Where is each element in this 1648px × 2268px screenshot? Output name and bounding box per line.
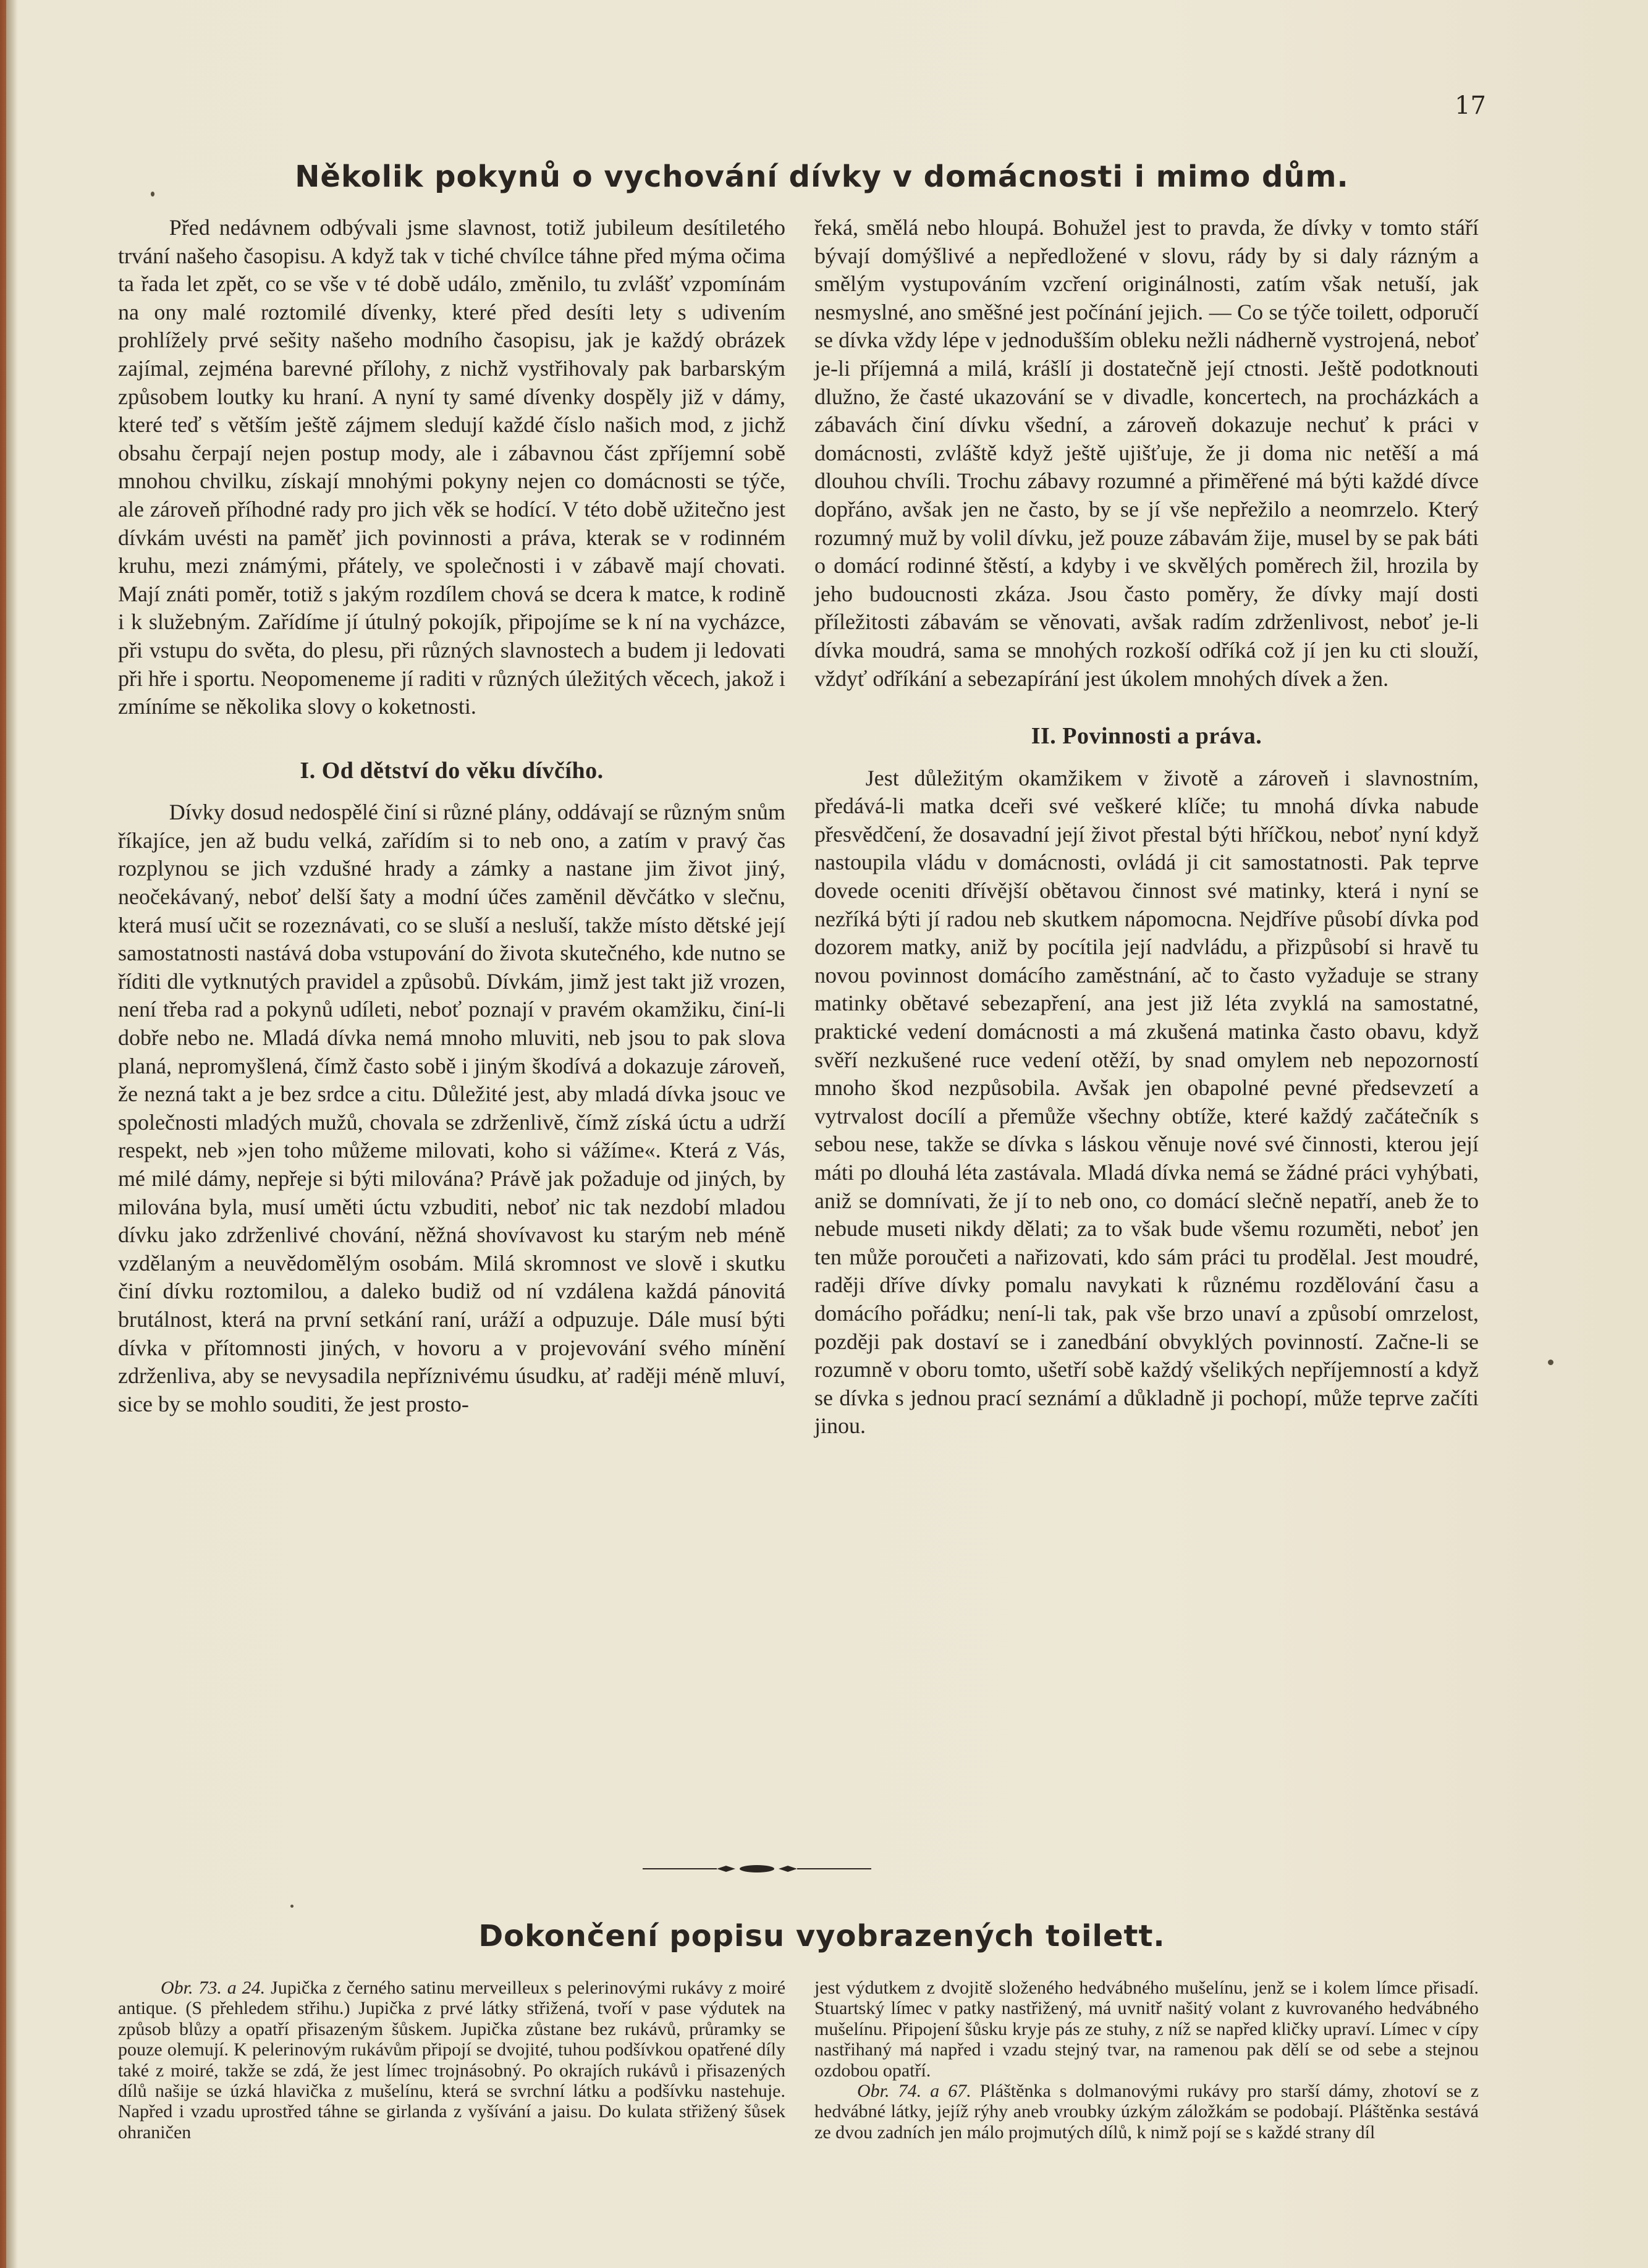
- print-speck: [290, 1905, 294, 1908]
- ornamental-divider: [643, 1861, 871, 1876]
- print-speck: [1548, 1360, 1553, 1365]
- continuation-paragraph: řeká, smělá nebo hloupá. Bohužel jest to pravda, že dívky v tomto stáří bývají domýšlivé a nepředložené v slovu, rády by si daly rázným a smělým vystupováním vzcření originálnosti, zatím však netuší, jak nesmyslné, ano směšné jest počínání jejich. — Co se týče toilett, odporučí se dívka vždy lépe v jednodušším obleku nežli nádherně vystrojená, neboť je-li příjemná a milá, krášlí ji dostatečně její ctnosti. Ještě podotknouti dlužno, že časté ukazování se v divadle, koncertech, na procházkách a zábavách činí dívku všední, a zároveň dokazuje nechuť k práci v domácnosti, zvláště když ještě ujišťuje, že ji doma nic netěší a má dlouhou chvíli. Trochu zábavy rozumné a přiměřené má býti každé dívce dopřáno, avšak jen ne často, by se jí vše nepřežilo a neomrzelo. Který rozumný muž by volil dívku, jež pouze zábavám žije, musel by se pak báti o domácí rodinné štěstí, a kdyby i ve skvělých poměrech žil, hrozila by jeho budoucnosti zkáza. Jsou často poměry, že dívky mají dosti příležitosti zábavám se věnovati, avšak radím zdrženlivost, neboť je-li dívka moudrá, sama se mnohých rozkoší odříká což jí jen ku cti slouží, vždyť odříkání a sebezapírání jest úkolem mnohých dívek a žen.: [814, 215, 1479, 691]
- print-speck: [151, 192, 154, 197]
- second-article-title: Dokončení popisu vyobrazených toilett.: [478, 1919, 1165, 1953]
- section-2-paragraph: Jest důležitým okamžikem v životě a zároveň i slavnostním, předává-li matka dceři své veškeré klíče; tu mnohá dívka nabude přesvědčení, že dosavadní její život přestal býti hříčkou, neboť nyní když nastoupila vládu v domácnosti, ovládá ji cit samostatnosti. Pak teprve dovede oceniti dřívější obětavou činnost své matinky, která i nyní se nezříká býti jí radou neb skutkem nápomocna. Nejdříve působí dívka pod dozorem matky, aniž by pocítila její nadvládu, a přizpůsobí si hravě tu novou povinnost domácího zaměstnání, ač to často vyžaduje se strany matinky obětavé sebezapření, ana jest již léta zvyklá na samostatné, praktické vedení domácnosti a má zkušená matinka často obavu, když svěří nezkušené ruce vedení otěží, by snad omylem neb nepozorností mnoho škod nezpůsobila. Avšak jen obapolné pevné předsevzetí a vytrvalost docílí a přemůže všechny obtíže, které každý začátečník s sebou nese, takže se dívka s láskou věnuje nové své činnosti, kterou její máti po dlouhá léta zastávala. Mladá dívka nemá se žádné práci vyhýbati, aniž se domnívati, že jí to neb ono, co domácí slečně nepatří, aneb že to nebude museti nikdy dělati; za to však bude všemu rozuměti, neboť jen ten může poroučeti a nařizovati, kdo sám práci tu prodělal. Jest moudré, raději dříve dívky pomalu navykati k různému rozdělování času a domácího pořádku; není-li tak, pak vše brzo unaví a způsobí omrzelost, později pak dostaví se i zanedbání obvyklých povinností. Začne-li se rozumně v oboru tomto, ušetří sobě každý všelikých nepříjemností a když se dívka s jednou prací seznámí a důkladně ji pochopí, může teprve začíti jinou.: [814, 765, 1479, 1439]
- section-1-paragraph: Dívky dosud nedospělé činí si různé plány, oddávají se různým snům říkajíce, jen až budu velká, zařídím si to neb ono, a zatím v pravý čas rozplynou se jich vzdušné hrady a zámky a nastane jim život jiný, neočekávaný, neboť delší šaty a modní účes zaměnil děvčátko v slečnu, která musí učit se rozeznávati, co se sluší a nesluší, takže místo dětské její samostatnosti nastává doba vstupování do života skutečného, kde nutno se říditi dle vytknutých pravidel a způsobů. Dívkám, jimž jest takt již vrozen, není třeba rad a pokynů udíleti, neboť poznají v pravém okamžiku, činí-li dobře nebo ne. Mladá dívka nemá mnoho mluviti, neb jsou to pak slova planá, nepromyšlená, čímž často sobě i jiným škodívá a dokazuje zároveň, že nezná takt a je bez srdce a citu. Důležité jest, aby mladá dívka jsouc ve společnosti mladých mužů, chovala se zdrženlivě, čímž získá úctu a udrží respekt, neb »jen toho můžeme milovati, koho si vážíme«. Která z Vás, mé milé dámy, nepřeje si býti milována? Právě jak požaduje od jiných, by milována byla, musí uměti úctu vzbuditi, neboť nic tak nezdobí mladou dívku jako zdrženlivé chování, něžná shovívavost ku starým neb méně vzdělaným a neuvědomělým osobám. Milá skromnost ve slově i skutku činí dívku roztomilou, a daleko budiž od ní vzdálena každá pánovitá brutálnost, která na první setkání raní, uráží a odpuzuje. Dále musí býti dívka v přítomnosti jiných, v hovoru a v projevování svého mínění zdrženliva, aby se nevysadila nepříznivému úsudku, ať raději méně mluví, sice by se mohlo souditi, že jest prosto-: [118, 800, 785, 1416]
- figure-73-continuation: jest výdutkem z dvojitě složeného hedvábného mušelínu, jenž se i kolem límce přisadí. Stuartský límec v patky nastřižený, má uvnitř našitý volant z kuvrovaného hedvábného mušelínu. Připojení šůsku kryje pás ze stuhy, z níž se napřed kličky upraví. Límec v cípy nastřihaný má napřed i vzadu stejný tvar, na ramenou pak dělí se od sebe a stejnou ozdobou opatří.: [814, 1978, 1479, 2081]
- intro-paragraph: Před nedávnem odbývali jsme slavnost, totiž jubileum desítiletého trvání našeho časopisu. A když tak v tiché chvílce táhne před mýma očima ta řada let zpět, co se vše v té době událo, změnilo, tu zvlášť vzpomínám na ony malé roztomilé dívenky, které před desíti lety s udivením prohlížely prvé sešity našeho modního časopisu, jak je každý obrázek zajímal, zejména barevné přílohy, z nichž vystřihovaly pak barbarským způsobem loutky ku hraní. A nyní ty samé dívenky dospěly již v dámy, které teď s větším ještě zájmem sledují každé číslo našich mod, z jichž obsahu čerpají nejen postup mody, ale i zábavnou část zpříjemní sobě mnohou chvilku, získají mnohými pokyny nejen co domácnosti se týče, ale zároveň příhodné rady pro jich věk se hodící. V této době užitečno jest dívkám uvésti na paměť jich povinnosti a práva, kterak se v rodinném kruhu, mezi známými, přátely, ve společnosti i v zábavě mají chovati. Mají znáti poměr, totiž s jakým rozdílem chová se dcera k matce, k rodině i k služebným. Zařídíme jí útulný pokojík, připojíme se k ní na vycházce, při vstupu do světa, do plesu, při různých slavnostech a budem ji ledovati při hře i sportu. Neopomeneme jí raditi v různých úležitých věcech, jakož i zmíníme se několika slovy o koketnosti.: [118, 215, 785, 719]
- left-column: [118, 214, 785, 1418]
- section-heading-2: II. Povinnosti a práva.: [1031, 723, 1262, 750]
- book-spine-edge: [0, 0, 6, 2268]
- second-article-right-column: [814, 1978, 1479, 2143]
- section-heading-1: I. Od dětství do věku dívčího.: [300, 757, 604, 784]
- figure-label-73: Obr. 73. a 24.: [161, 1978, 266, 1998]
- right-column: [814, 214, 1479, 1441]
- figure-73-description: Jupička z černého satinu merveilleux s pelerinovými rukávy z moiré antique. (S přehledem střihu.) Jupička z prvé látky střižená, tvoří v pase výdutek na způsob blůzy a opatří přisazeným šůskem. Jupička zůstane bez rukávů, průramky se pouze olemují. K pelerinovým rukávům připojí se dvojité, tuhou podšívkou opatřené díly také z moiré, takže se zdá, že jest límec trojnásobný. Po okrajích rukávů i přisazených dílů našije se úzká hlavička z mušelínu, která se svrchní látku a podšívku nastehuje. Napřed i vzadu uprostřed táhne se girlanda z vyšívání a jaisu. Do kulata střižený šůsek ohraničen: [118, 1978, 786, 2143]
- figure-label-74: Obr. 74. a 67.: [857, 2081, 971, 2102]
- figure-74-description: Pláštěnka s dolmanovými rukávy pro starší dámy, zhotoví se z hedvábné látky, jejíž rýhy aneb vroubky úzkým záložkám se podobají. Pláštěnka sestává ze dvou zadních jen málo projmutých dílů, k nimž pojí se s každé strany díl: [814, 2081, 1479, 2143]
- gutter-shadow: [6, 0, 17, 2268]
- page-number: 17: [1455, 91, 1486, 120]
- second-article-left-column: [118, 1978, 785, 2143]
- article-title: Několik pokynů o vychování dívky v domácnosti i mimo dům.: [295, 159, 1349, 194]
